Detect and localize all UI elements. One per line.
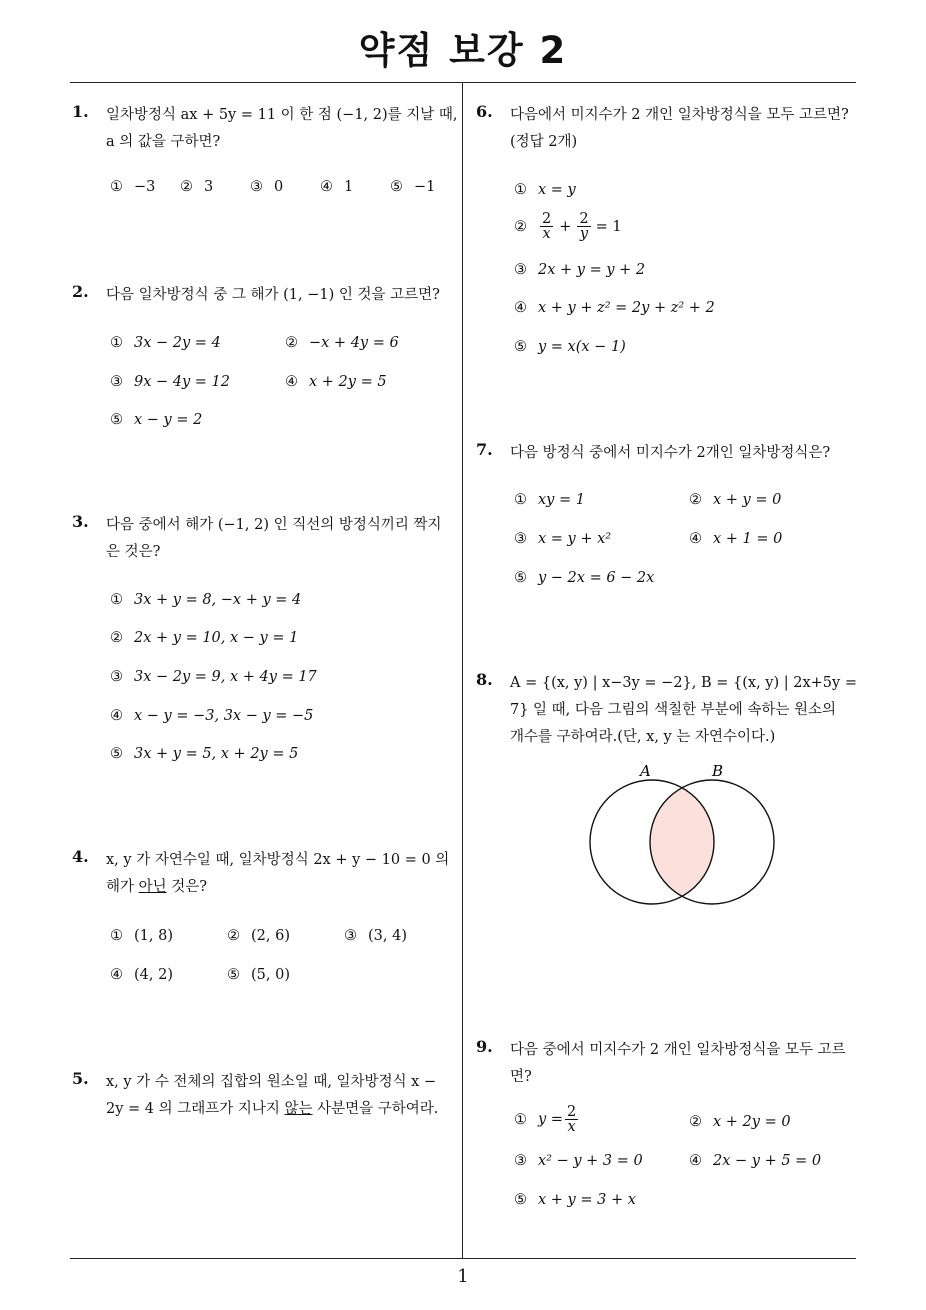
question-text: 다음 중에서 해가 (−1, 2) 인 직선의 방정식끼리 짝지 은 것은? <box>106 517 442 560</box>
fraction: $\frac{2}{x}$ <box>542 211 552 242</box>
question-number: 8. <box>476 670 493 689</box>
option-4[interactable]: ④ x − y = −3, 3x − y = −5 <box>110 708 314 724</box>
option-1[interactable]: ① (1, 8) <box>110 928 173 944</box>
option-1[interactable]: ① x = y <box>514 182 576 198</box>
option-2[interactable]: ② (2, 6) <box>227 928 290 944</box>
option-5[interactable]: ⑤ y − 2x = 6 − 2x <box>514 570 655 586</box>
option-2[interactable]: ② 2x + y = 10, x − y = 1 <box>110 630 299 646</box>
page-title: 약점 보강 2 <box>358 29 568 72</box>
option-5[interactable]: ⑤ y = x(x − 1) <box>514 339 626 355</box>
question-text: 다음 방정식 중에서 미지수가 2개인 일차방정식은? <box>510 445 831 461</box>
emphasis-underline: 않는 <box>284 1101 313 1117</box>
question-text: x, y 가 수 전체의 집합의 원소일 때, 일차방정식 x − 2y = 4 의 그래프가 지나지 않는 사분면을 구하여라. <box>106 1074 439 1117</box>
option-3[interactable]: ③ x = y + x² <box>514 531 612 547</box>
option-2[interactable]: ② x + y = 0 <box>689 492 782 508</box>
option-5[interactable]: ⑤ −1 <box>390 179 436 195</box>
option-3[interactable]: ③ 9x − 4y = 12 <box>110 374 231 390</box>
option-5[interactable]: ⑤ x − y = 2 <box>110 412 203 428</box>
option-1[interactable]: ① 3x − 2y = 4 <box>110 335 221 351</box>
question-number: 4. <box>72 847 89 866</box>
option-5[interactable]: ⑤ 3x + y = 5, x + 2y = 5 <box>110 746 299 762</box>
fraction: $\frac{2}{y}$ <box>579 211 589 242</box>
question-text: 다음에서 미지수가 2 개인 일차방정식을 모두 고르면? (정답 2개) <box>510 107 849 150</box>
question-number: 2. <box>72 282 89 301</box>
option-2[interactable]: ② 3 <box>180 179 214 195</box>
question-number: 7. <box>476 440 493 459</box>
option-3[interactable]: ③ 0 <box>250 179 284 195</box>
question-number: 1. <box>72 102 89 121</box>
fraction: $\frac{2}{x}$ <box>566 1104 577 1135</box>
set-a-label: A <box>640 762 651 780</box>
option-4[interactable]: ④ 2x − y + 5 = 0 <box>689 1153 822 1169</box>
header-rule <box>70 82 856 83</box>
question-number: 3. <box>72 512 89 531</box>
question-number: 6. <box>476 102 493 121</box>
option-4[interactable]: ④ 1 <box>320 179 354 195</box>
question-text: 다음 중에서 미지수가 2 개인 일차방정식을 모두 고르 면? <box>510 1042 846 1085</box>
footer-rule <box>70 1258 856 1259</box>
option-2[interactable]: ② −x + 4y = 6 <box>285 335 399 351</box>
question-number: 5. <box>72 1069 89 1088</box>
question-number: 9. <box>476 1037 493 1056</box>
page-number: 1 <box>457 1266 469 1287</box>
option-1[interactable]: ① xy = 1 <box>514 492 585 508</box>
option-3[interactable]: ③ 3x − 2y = 9, x + 4y = 17 <box>110 669 317 685</box>
option-5[interactable]: ⑤ (5, 0) <box>227 967 290 983</box>
column-divider <box>462 83 463 1258</box>
option-1[interactable]: ① −3 <box>110 179 156 195</box>
emphasis-underline: 아닌 <box>138 879 167 895</box>
option-2[interactable]: ② $\frac{2}{x}$ + $\frac{2}{y}$ = 1 <box>514 211 622 242</box>
set-b-label: B <box>712 762 724 780</box>
option-2[interactable]: ② x + 2y = 0 <box>689 1114 791 1130</box>
question-text: 일차방정식 ax + 5y = 11 이 한 점 (−1, 2)를 지날 때, a 의 값을 구하면? <box>106 107 458 150</box>
option-4[interactable]: ④ x + 2y = 5 <box>285 374 387 390</box>
option-3[interactable]: ③ (3, 4) <box>344 928 407 944</box>
option-4[interactable]: ④ x + 1 = 0 <box>689 531 783 547</box>
option-1[interactable]: ① 3x + y = 8, −x + y = 4 <box>110 592 302 608</box>
option-3[interactable]: ③ 2x + y = y + 2 <box>514 262 646 278</box>
question-text: A = {(x, y) | x−3y = −2}, B = {(x, y) | 2x+5y = 7} 일 때, 다음 그림의 색칠한 부분에 속하는 원소의 개수를 구하여라.(단, x, y 는 자연수이다.) <box>510 675 857 745</box>
option-3[interactable]: ③ x² − y + 3 = 0 <box>514 1153 643 1169</box>
option-4[interactable]: ④ x + y + z² = 2y + z² + 2 <box>514 300 715 316</box>
venn-diagram <box>576 762 796 910</box>
option-5[interactable]: ⑤ x + y = 3 + x <box>514 1192 636 1208</box>
option-1[interactable]: ① y = $\frac{2}{x}$ <box>514 1104 577 1135</box>
question-text: 다음 일차방정식 중 그 해가 (1, −1) 인 것을 고르면? <box>106 287 440 303</box>
question-text: x, y 가 자연수일 때, 일차방정식 2x + y − 10 = 0 의 해가 아닌 것은? <box>106 852 450 895</box>
option-4[interactable]: ④ (4, 2) <box>110 967 173 983</box>
